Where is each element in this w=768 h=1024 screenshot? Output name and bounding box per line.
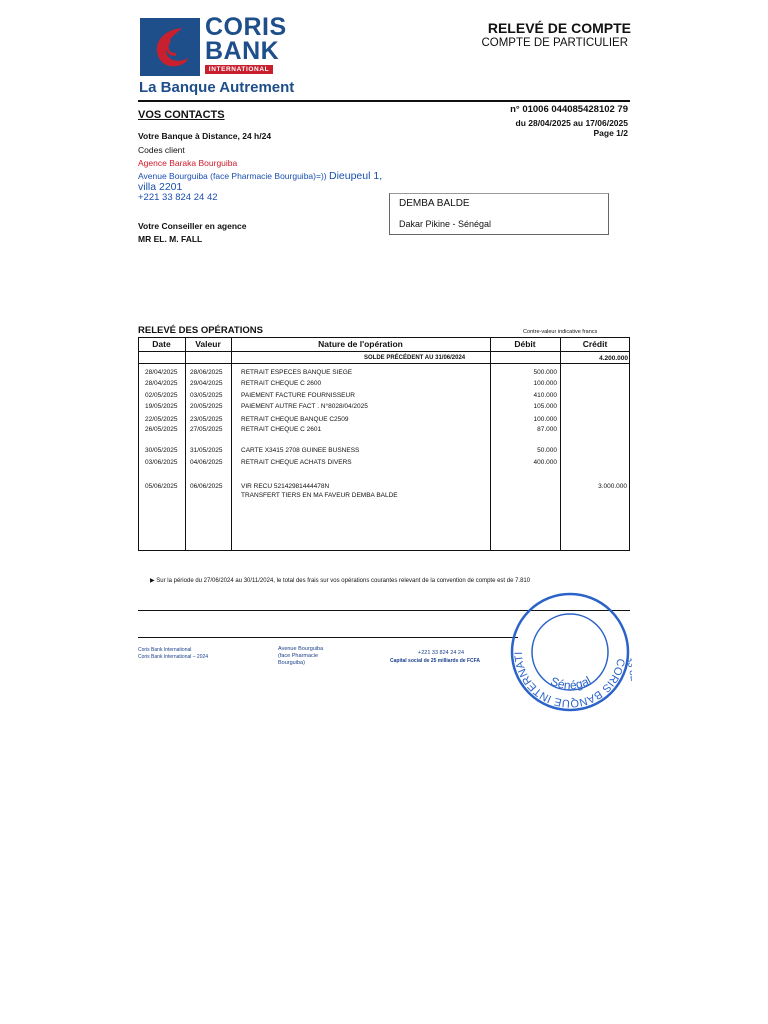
row-debit: 410.000: [533, 392, 557, 399]
document-subtitle: COMPTE DE PARTICULIER: [481, 37, 628, 49]
stamp-side-text: 33 824 24: [623, 655, 632, 702]
row-value-date: 29/04/2025: [190, 380, 223, 387]
footer-capital: Capital social de 25 milliards de FCFA: [390, 658, 481, 664]
row-description: RETRAIT CHEQUE BANQUE C2509: [241, 416, 349, 423]
row-description: PAIEMENT FACTURE FOURNISSEUR: [241, 392, 355, 399]
page-number: Page 1/2: [593, 128, 628, 138]
account-number: n° 01006 044085428102 79: [510, 104, 628, 115]
bank-stamp: [508, 590, 632, 714]
row-debit: 87.000: [537, 426, 557, 433]
remote-bank-label: Votre Banque à Distance, 24 h/24: [138, 131, 272, 141]
row-debit: 50.000: [537, 447, 557, 454]
table-row: [138, 447, 630, 457]
balance-row-divider: [138, 363, 630, 364]
operations-heading: RELEVÉ DES OPÉRATIONS: [138, 325, 263, 336]
row-date: 05/06/2025: [145, 483, 178, 490]
table-row: [138, 492, 630, 502]
table-row: [138, 403, 630, 413]
row-date: 28/04/2025: [145, 380, 178, 387]
advisor-name: MR EL. M. FALL: [138, 234, 203, 244]
row-date: 28/04/2025: [145, 369, 178, 376]
footer-divider: [138, 637, 518, 638]
col-header-date: Date: [152, 339, 171, 349]
col-header-credit: Crédit: [582, 339, 608, 349]
row-credit: 3.000.000: [598, 483, 627, 490]
agency-name: Agence Baraka Bourguiba: [138, 158, 238, 168]
previous-balance-label: SOLDE PRÉCÉDENT AU 31/06/2024: [364, 355, 466, 361]
stamp-outer-ring: [512, 594, 628, 710]
stamp-ring-text: CORIS BANQUE INTERNATI: [512, 651, 627, 710]
operations-currency-note: Contre-valeur indicative francs: [523, 329, 598, 335]
table-row: [138, 369, 630, 379]
row-value-date: 28/06/2025: [190, 369, 223, 376]
row-description: CARTE X3415 2708 GUINEE BUSNESS: [241, 447, 360, 454]
table-row: [138, 426, 630, 436]
stamp-bottom-text: Sénégal: [548, 673, 594, 693]
logo-word-coris: CORIS: [205, 13, 287, 41]
document-title: RELEVÉ DE COMPTE: [487, 20, 631, 36]
col-header-debit: Débit: [514, 339, 536, 349]
agency-phone: +221 33 824 24 42: [138, 192, 218, 203]
footer-copyright: Coris Bank International – 2024: [138, 654, 209, 660]
logo-swirl-icon: [140, 18, 200, 76]
row-value-date: 23/05/2025: [190, 416, 223, 423]
header-row-divider: [138, 351, 630, 352]
row-description: TRANSFERT TIERS EN MA FAVEUR DEMBA BALDE: [241, 492, 398, 499]
footnote-arrow-icon: ▶: [150, 578, 155, 584]
row-date: 30/05/2025: [145, 447, 178, 454]
footer-address-2: (face Pharmacie: [278, 653, 319, 659]
footer-address-1: Avenue Bourguiba: [278, 646, 324, 652]
row-debit: 100.000: [533, 380, 557, 387]
row-description: RETRAIT CHEQUE C 2600: [241, 380, 322, 387]
table-row: [138, 416, 630, 426]
row-value-date: 27/05/2025: [190, 426, 223, 433]
row-debit: 400.000: [533, 459, 557, 466]
header-divider: [138, 100, 630, 102]
row-value-date: 04/06/2025: [190, 459, 223, 466]
previous-balance-value: 4.200.000: [599, 355, 628, 362]
row-value-date: 06/06/2025: [190, 483, 223, 490]
table-row: [138, 392, 630, 402]
contacts-heading: VOS CONTACTS: [138, 109, 225, 121]
client-codes-label: Codes client: [138, 145, 185, 155]
footnote-text: Sur la période du 27/06/2024 au 30/11/2024, le total des frais sur vos opérations courantes relevant de la convention de compte est de 7.810: [156, 578, 531, 584]
client-name: DEMBA BALDE: [399, 198, 470, 209]
col-header-valeur: Valeur: [195, 339, 221, 349]
footer-phone: +221 33 824 24 24: [418, 650, 465, 656]
bank-logo-mark: [140, 18, 200, 76]
footer-company: Coris Bank International: [138, 647, 192, 653]
row-date: 03/06/2025: [145, 459, 178, 466]
row-debit: 100.000: [533, 416, 557, 423]
row-date: 02/05/2025: [145, 392, 178, 399]
row-debit: 500.000: [533, 369, 557, 376]
table-row: [138, 380, 630, 390]
logo-international-band: INTERNATIONAL: [205, 65, 273, 74]
row-value-date: 03/05/2025: [190, 392, 223, 399]
row-date: 19/05/2025: [145, 403, 178, 410]
row-description: PAIEMENT AUTRE FACT . N°8028/04/2025: [241, 403, 368, 410]
agency-address-line2: villa 2201: [138, 181, 183, 193]
agency-address-part1: Avenue Bourguiba (face Pharmacie Bourguiba)=)): [138, 171, 327, 181]
row-description: RETRAIT CHEQUE C 2601: [241, 426, 322, 433]
agency-address-part2: Dieupeul 1,: [328, 170, 383, 182]
row-description: RETRAIT CHEQUE ACHATS DIVERS: [241, 459, 352, 466]
client-address: Dakar Pikine - Sénégal: [399, 219, 492, 229]
row-date: 26/05/2025: [145, 426, 178, 433]
statement-period: du 28/04/2025 au 17/06/2025: [515, 118, 628, 128]
row-description: VIR RECU 52142981444478N: [241, 483, 330, 490]
bank-tagline: La Banque Autrement: [139, 79, 295, 96]
row-description: RETRAIT ESPECES BANQUE SIEGE: [241, 369, 353, 376]
row-date: 22/05/2025: [145, 416, 178, 423]
advisor-label: Votre Conseiller en agence: [138, 221, 247, 231]
footer-address-3: Bourguiba): [278, 660, 305, 666]
row-debit: 105.000: [533, 403, 557, 410]
table-row: [138, 459, 630, 469]
row-value-date: 31/05/2025: [190, 447, 223, 454]
logo-word-bank: BANK: [205, 37, 280, 65]
row-value-date: 20/05/2025: [190, 403, 223, 410]
col-header-nature: Nature de l'opération: [318, 339, 403, 349]
fees-footnote: [150, 577, 530, 584]
